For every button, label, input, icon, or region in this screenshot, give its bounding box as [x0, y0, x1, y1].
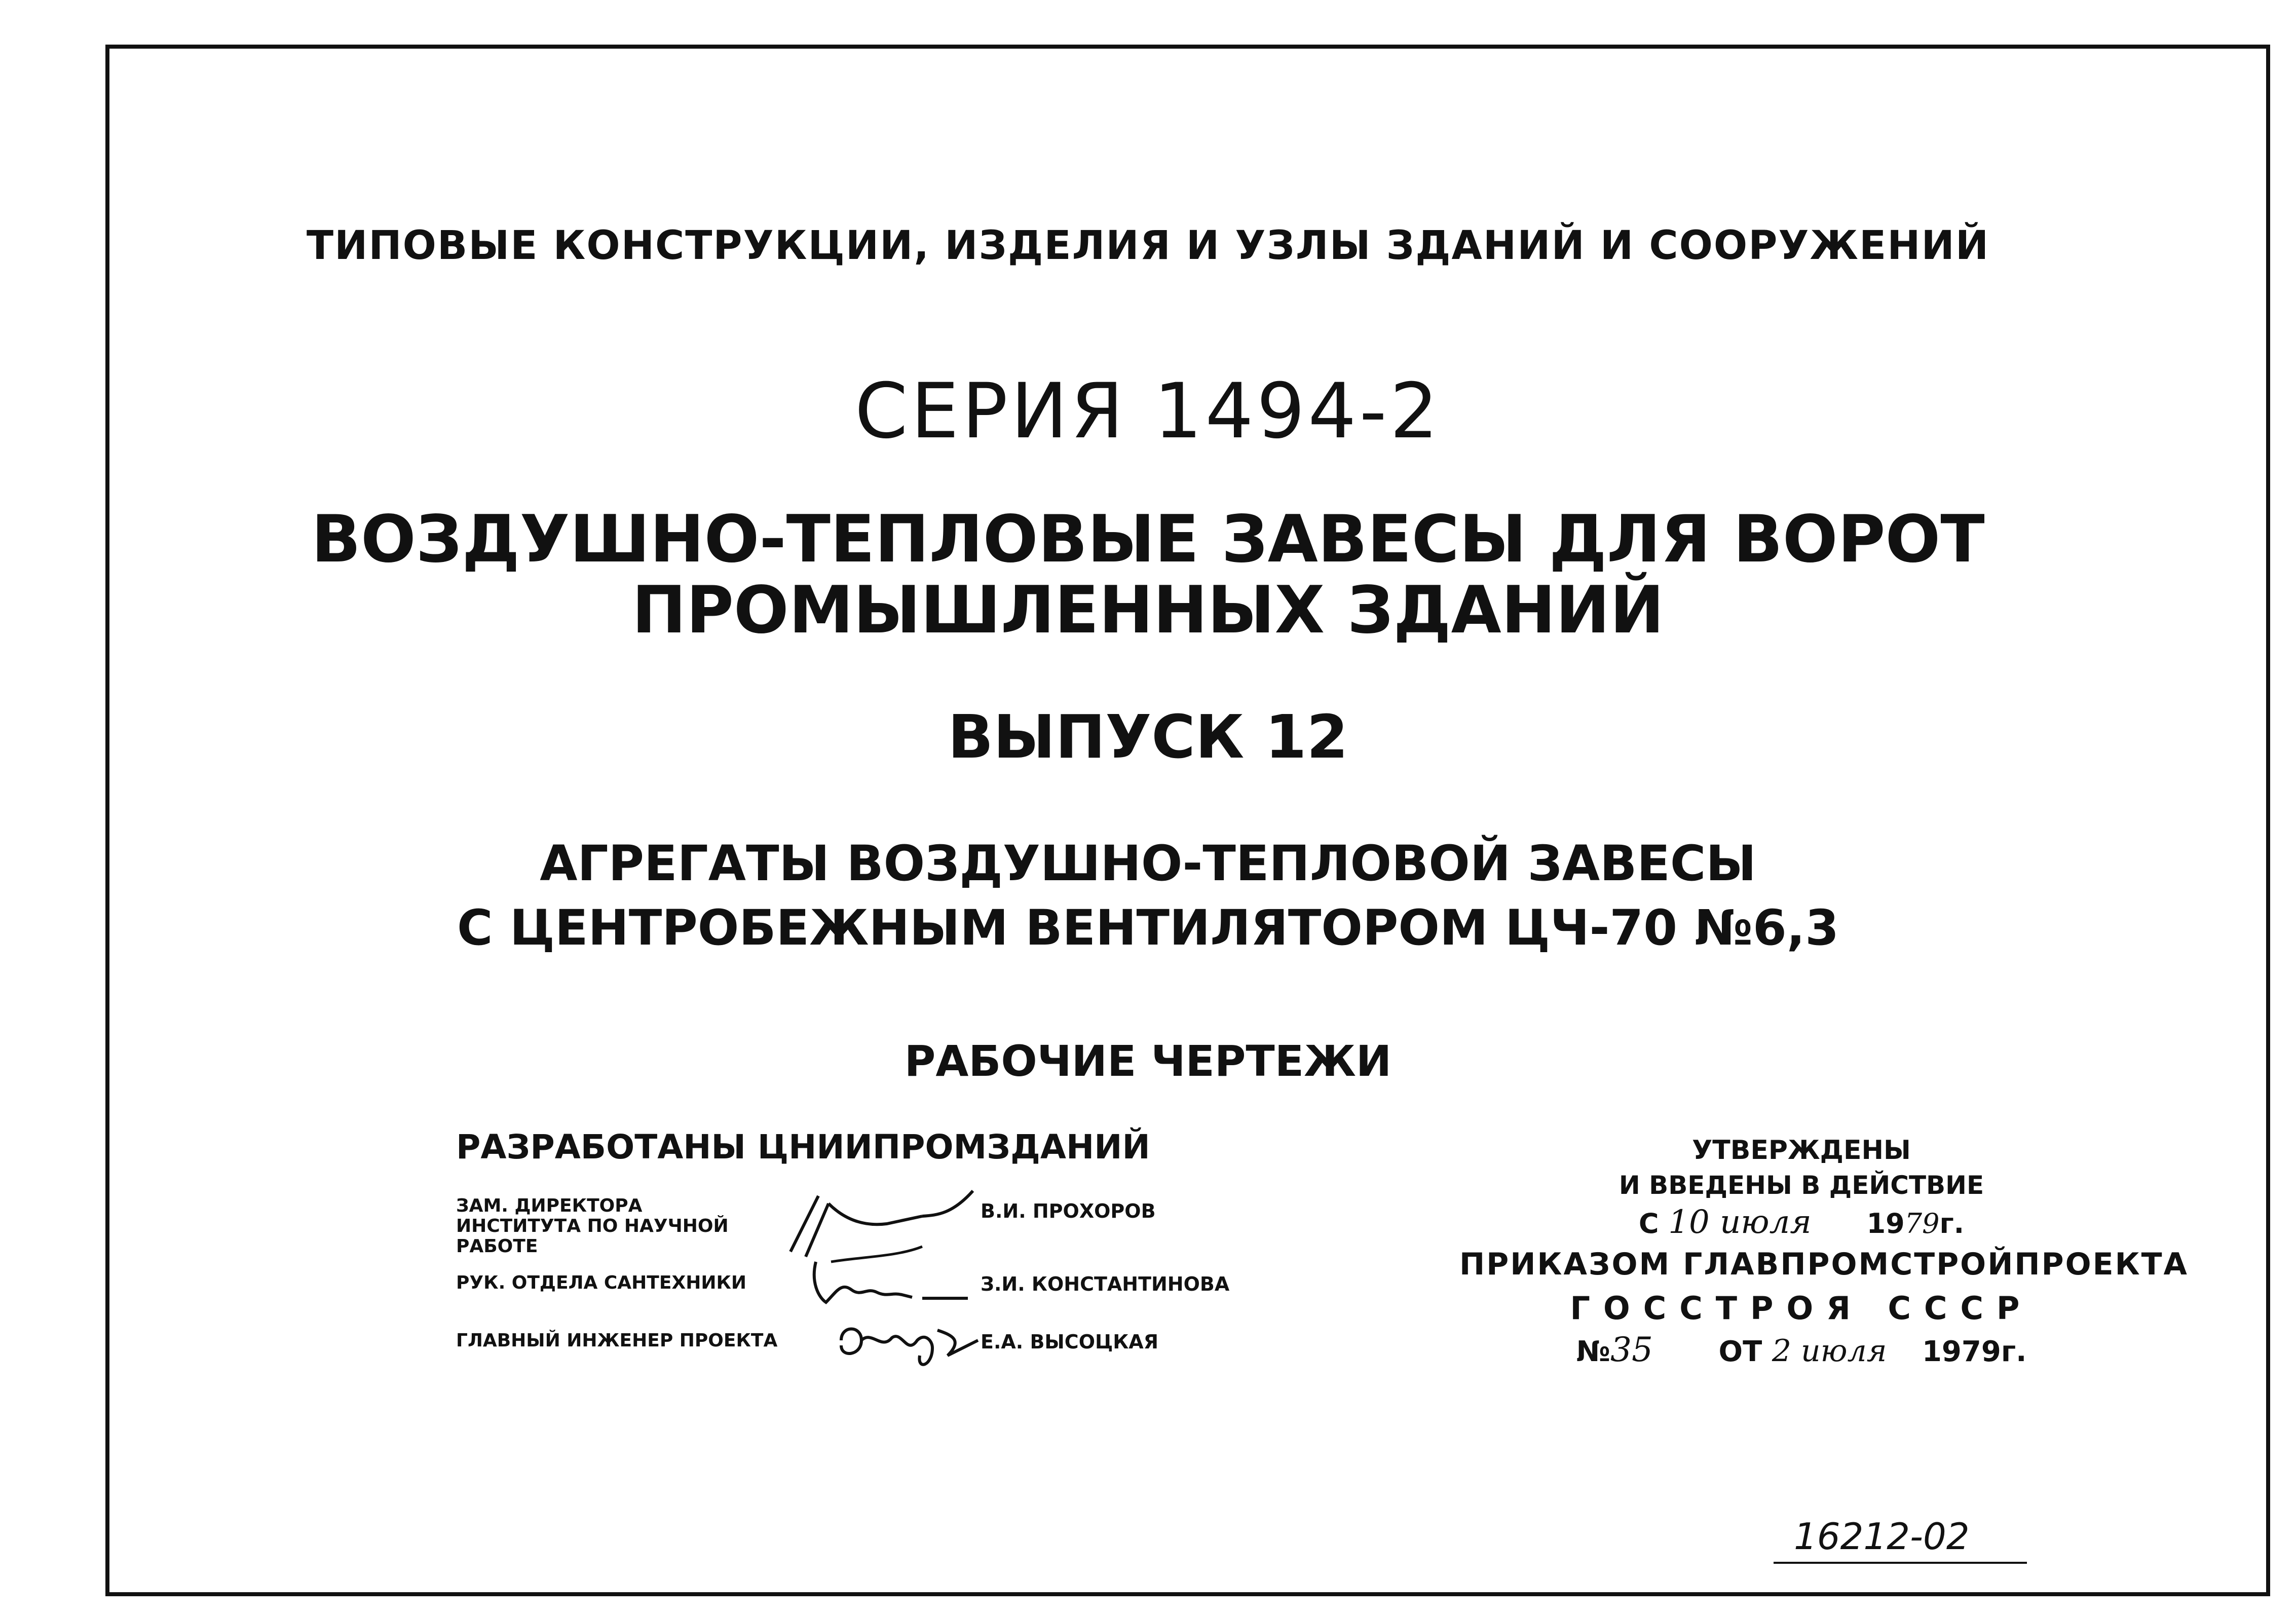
subtitle-line-2: С ЦЕНТРОБЕЖНЫМ ВЕНТИЛЯТОРОМ ЦЧ-70 №6,3 [457, 899, 1839, 956]
main-title-line-2: ПРОМЫШЛЕННЫХ ЗДАНИЙ [631, 573, 1665, 648]
approval-from-year-suffix: г. [1939, 1208, 1965, 1239]
issue-number: ВЫПУСК 12 [948, 702, 1348, 772]
approval-line-2: И ВВЕДЕНЫ В ДЕЙСТВИЕ [1619, 1171, 1984, 1200]
approval-num-prefix: № [1576, 1335, 1611, 1368]
approval-order-line: ПРИКАЗОМ ГЛАВПРОМСТРОЙПРОЕКТА [1459, 1247, 2189, 1282]
document-kind: РАБОЧИЕ ЧЕРТЕЖИ [904, 1036, 1392, 1086]
approval-date-year: 1979г. [1922, 1335, 2027, 1368]
subtitle-line-1: АГРЕГАТЫ ВОЗДУШНО-ТЕПЛОВОЙ ЗАВЕСЫ [540, 835, 1756, 892]
approval-line-1: УТВЕРЖДЕНЫ [1692, 1135, 1911, 1166]
developer-name-3: Е.А. ВЫСОЦКАЯ [981, 1331, 1158, 1353]
signature-konstantinova [806, 1252, 978, 1318]
approval-num-hand: 35 [1610, 1330, 1653, 1369]
series-title: СЕРИЯ 1494-2 [854, 367, 1442, 456]
signature-vysotskaya [831, 1310, 983, 1376]
approval-from-year-hand: 79 [1904, 1208, 1940, 1239]
approval-from-date-hand: 10 июля [1668, 1204, 1812, 1241]
approval-order-number [1459, 1330, 2143, 1369]
developer-role-2: РУК. ОТДЕЛА САНТЕХНИКИ [456, 1272, 747, 1293]
approval-date-hand: 2 июля [1772, 1333, 1887, 1369]
developer-heading: РАЗРАБОТАНЫ ЦНИИПРОМЗДАНИЙ [456, 1128, 1150, 1167]
developer-role-1: ЗАМ. ДИРЕКТОРА ИНСТИТУТА ПО НАУЧНОЙ РАБОТЕ [456, 1195, 729, 1257]
stamp-underline [1774, 1562, 2027, 1564]
developer-name-2: З.И. КОНСТАНТИНОВА [981, 1273, 1230, 1295]
approval-date-prefix: ОТ [1718, 1335, 1762, 1368]
approval-from-date [1459, 1204, 2143, 1241]
approval-org-line: ГОССТРОЯ СССР [1570, 1290, 2033, 1327]
developer-role-3: ГЛАВНЫЙ ИНЖЕНЕР ПРОЕКТА [456, 1330, 778, 1351]
approval-from-year-prefix: 19 [1866, 1208, 1905, 1239]
drawing-number-stamp: 16212-02 [1794, 1515, 1970, 1558]
main-title-line-1: ВОЗДУШНО-ТЕПЛОВЫЕ ЗАВЕСЫ ДЛЯ ВОРОТ [311, 502, 1985, 577]
developer-name-1: В.И. ПРОХОРОВ [981, 1200, 1156, 1222]
approval-from-prefix: С [1638, 1208, 1659, 1239]
header-top-line: ТИПОВЫЕ КОНСТРУКЦИИ, ИЗДЕЛИЯ И УЗЛЫ ЗДАНИЙ И СООРУЖЕНИЙ [306, 223, 1990, 269]
